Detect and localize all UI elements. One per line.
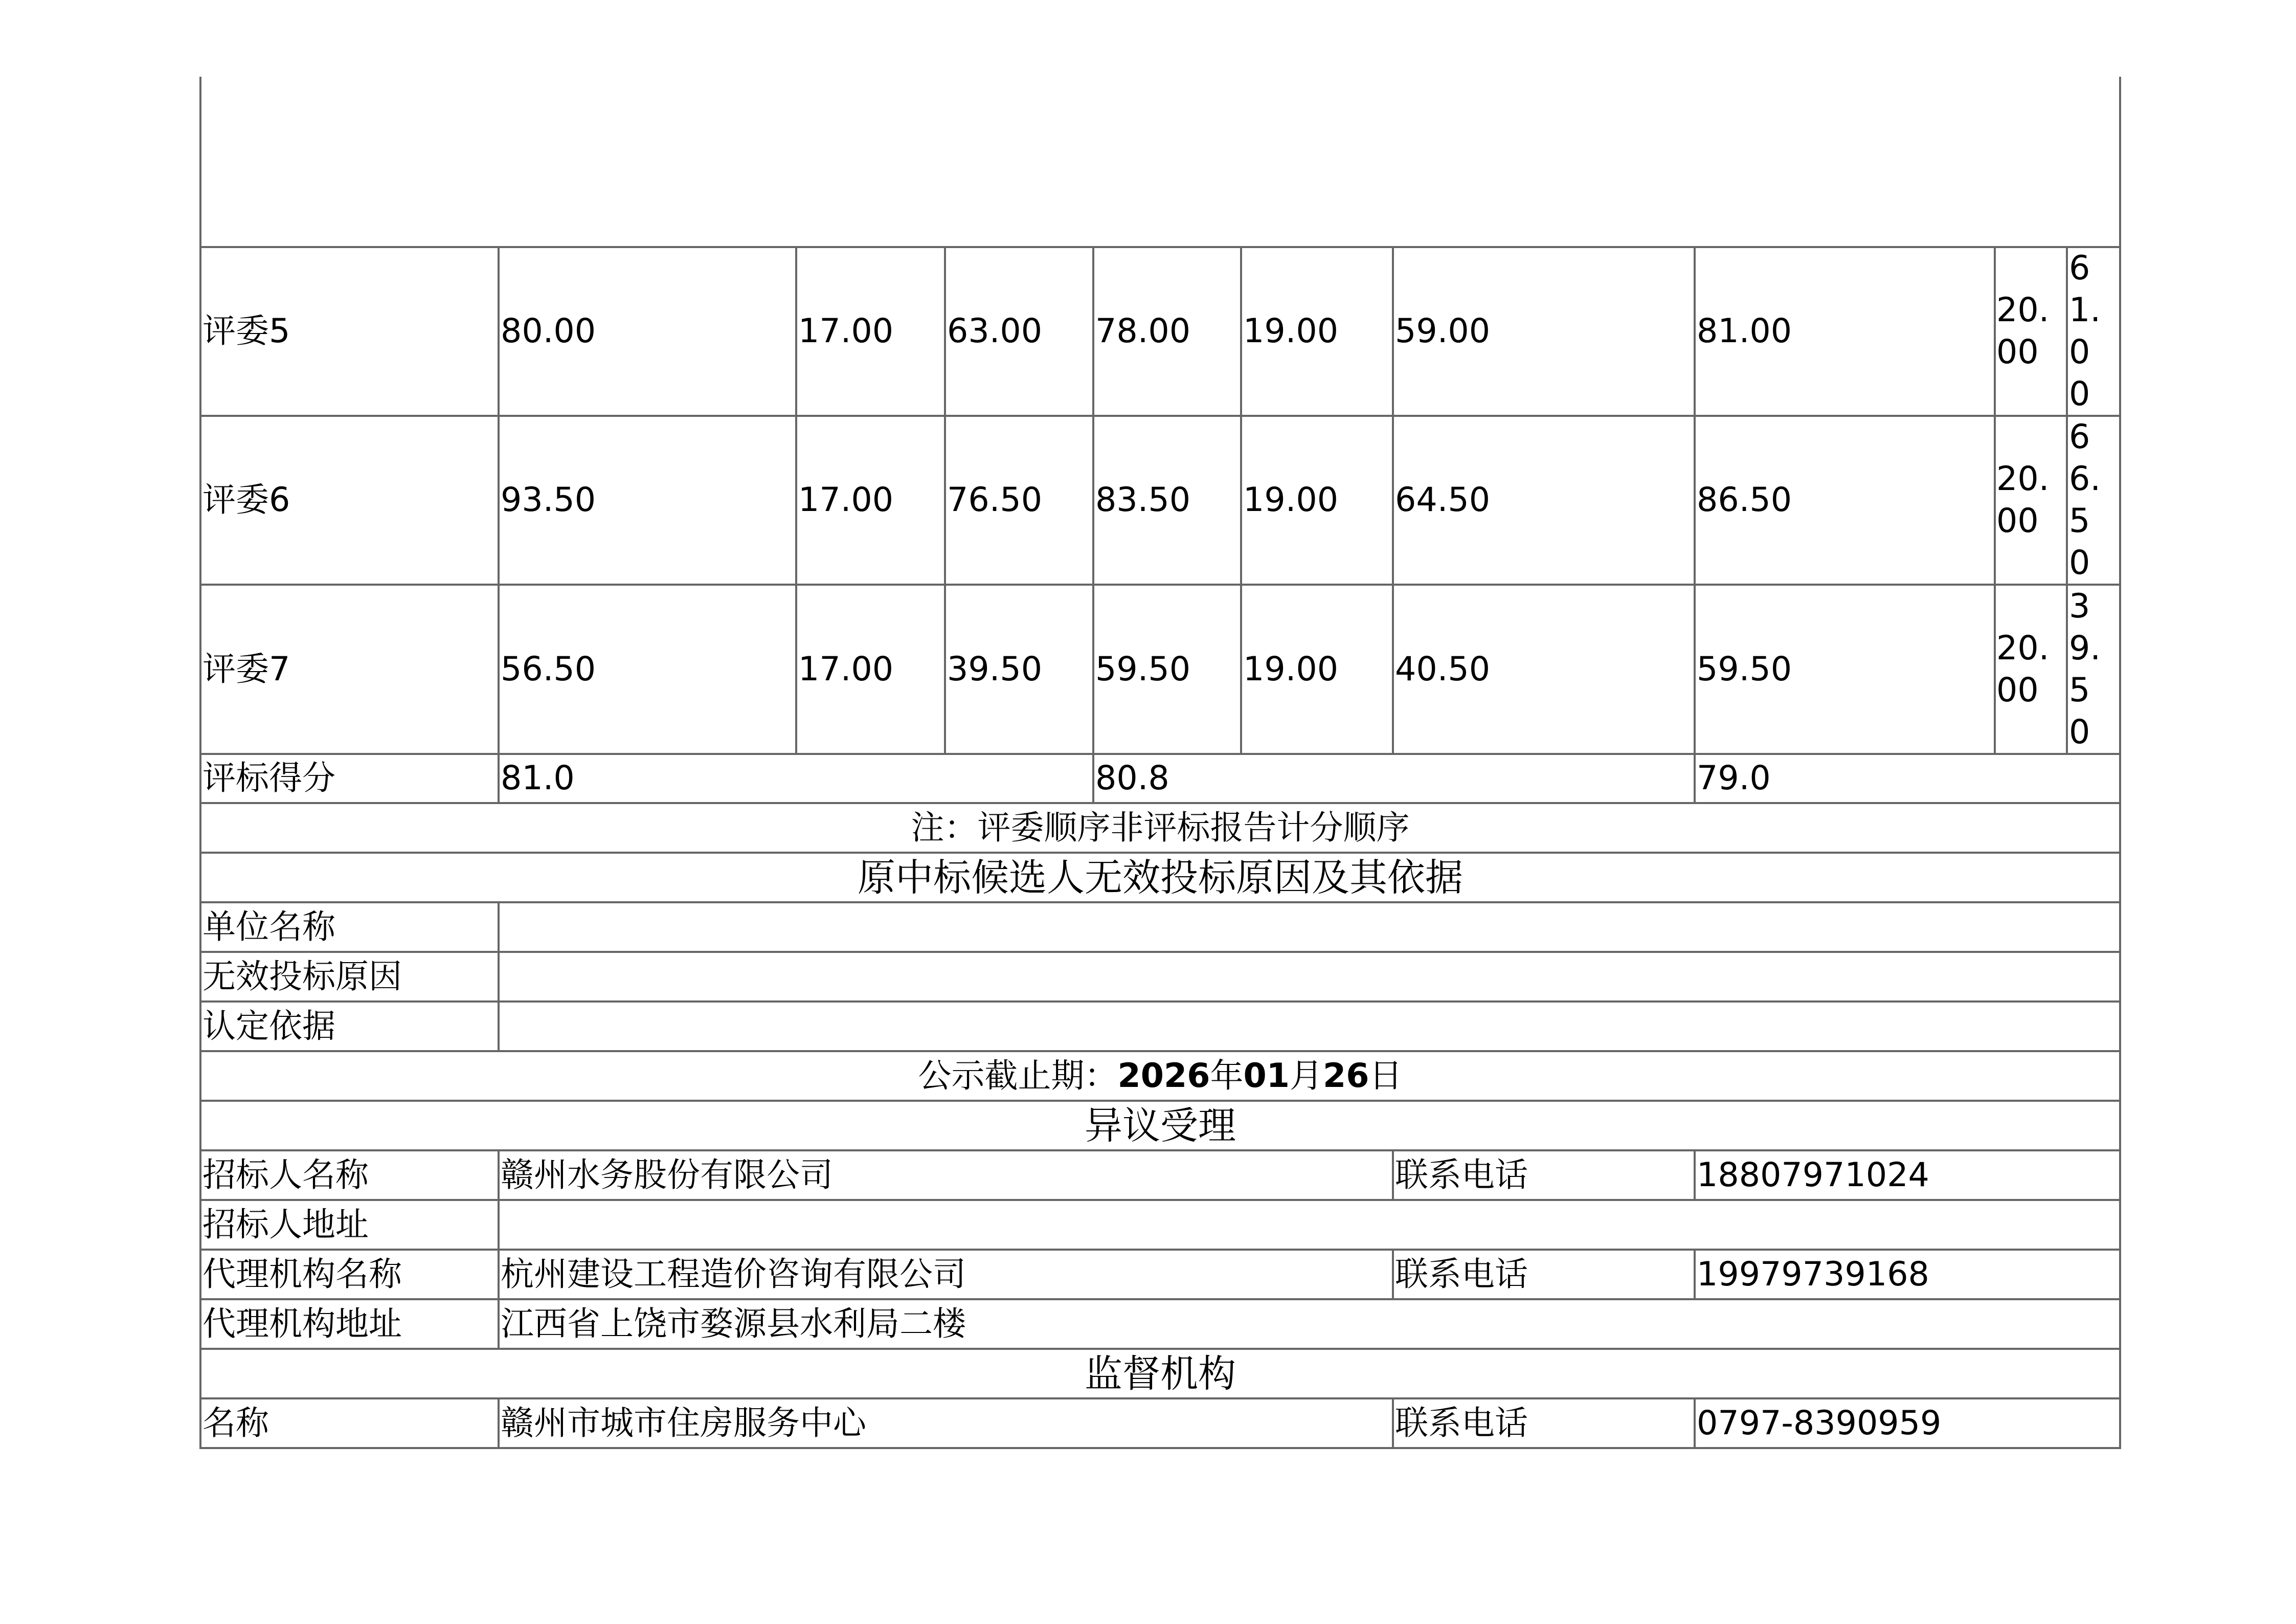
score-cell: 20.00 [1996,629,2050,709]
agency-name: 杭州建设工程造价咨询有限公司 [501,1255,966,1294]
col-line [2066,246,2068,753]
col-line [1240,246,1242,753]
agency-address: 江西省上饶市婺源县水利局二楼 [501,1304,966,1343]
score-cell: 86.50 [1697,481,1792,519]
score-cell: 59.00 [1395,312,1491,350]
col-line [1092,246,1094,753]
col-line [498,753,500,802]
agency-phone-label: 联系电话 [1395,1255,1528,1294]
deadline-month-char: 月 [1289,1056,1323,1095]
supervision-name-label: 名称 [202,1404,269,1442]
tenderer-name-label: 招标人名称 [202,1155,369,1194]
score-cell: 56.50 [501,650,596,688]
col-line [795,246,797,753]
col-line [1392,246,1394,753]
table-border-right [2119,77,2121,1449]
score-cell: 17.00 [798,312,894,350]
score-cell: 59.50 [1095,650,1191,688]
invalid-bid-row-label: 无效投标原因 [202,957,402,996]
supervision-phone: 0797-8390959 [1697,1404,1942,1442]
col-line [1694,246,1696,753]
score-cell: 20.00 [1996,291,2050,371]
row-line [199,901,2121,903]
score-cell: 19.00 [1243,312,1339,350]
table-border-left [199,77,201,1449]
score-cell: 61.00 [2069,249,2101,413]
total-score-value: 80.8 [1095,759,1169,797]
col-line [1694,1149,1696,1199]
publicity-deadline [201,1052,2119,1100]
reviewer-label: 评委6 [202,481,290,519]
col-line [1994,246,1996,753]
invalid-bid-title: 原中标候选人无效投标原因及其依据 [858,855,1463,900]
score-cell: 19.00 [1243,650,1339,688]
deadline-label: 公示截止期： [918,1056,1118,1095]
tenderer-phone: 18807971024 [1697,1155,1929,1194]
col-line [944,246,946,753]
score-cell: 80.00 [501,312,596,350]
total-score-value: 81.0 [501,759,575,797]
deadline-day: 26 [1322,1056,1369,1095]
row-line [199,1199,2121,1201]
tenderer-phone-label: 联系电话 [1395,1155,1528,1194]
score-cell: 17.00 [798,650,894,688]
total-score-label: 评标得分 [202,759,336,797]
deadline-year-char: 年 [1210,1056,1244,1095]
score-cell: 19.00 [1243,481,1339,519]
total-score-value: 79.0 [1697,759,1771,797]
row-line [199,1000,2121,1003]
tenderer-name: 赣州水务股份有限公司 [501,1155,834,1194]
agency-name-label: 代理机构名称 [202,1255,402,1294]
col-line [1392,1149,1394,1199]
score-cell: 40.50 [1395,650,1491,688]
score-cell: 76.50 [947,481,1043,519]
col-line [498,901,500,1050]
col-line [1694,753,1696,802]
reviewer-label: 评委5 [202,312,290,350]
row-line [199,1298,2121,1300]
supervision-name: 赣州市城市住房服务中心 [501,1404,867,1442]
deadline-month: 01 [1243,1056,1290,1095]
invalid-bid-row-label: 认定依据 [202,1007,336,1045]
objection-title: 异议受理 [1085,1103,1236,1148]
score-cell: 17.00 [798,481,894,519]
reviewer-label: 评委7 [202,650,290,688]
invalid-bid-row-label: 单位名称 [202,907,336,946]
col-line [1694,1397,1696,1449]
col-line [1092,753,1094,802]
col-line [1392,1249,1394,1298]
supervision-title: 监督机构 [1085,1351,1236,1396]
deadline-day-char: 日 [1369,1056,1403,1095]
reviewer-order-note: 注：评委顺序非评标报告计分顺序 [911,808,1410,847]
agency-phone: 19979739168 [1697,1255,1929,1294]
deadline-year: 2026 [1117,1056,1210,1095]
score-cell: 64.50 [1395,481,1491,519]
col-line [1694,1249,1696,1298]
score-cell: 83.50 [1095,481,1191,519]
col-line [498,1397,500,1449]
agency-address-label: 代理机构地址 [202,1304,402,1343]
score-cell: 78.00 [1095,312,1191,350]
score-cell: 20.00 [1996,460,2050,540]
score-cell: 81.00 [1697,312,1792,350]
score-cell: 39.50 [2069,587,2101,751]
col-line [498,246,500,753]
tenderer-address-label: 招标人地址 [202,1205,369,1244]
score-cell: 93.50 [501,481,596,519]
supervision-phone-label: 联系电话 [1395,1404,1528,1442]
col-line [498,1149,500,1348]
score-cell: 59.50 [1697,650,1792,688]
score-cell: 63.00 [947,312,1043,350]
table-border-bottom [199,1447,2121,1449]
score-cell: 39.50 [947,650,1043,688]
row-line [199,951,2121,953]
score-cell: 66.50 [2069,418,2101,582]
col-line [1392,1397,1394,1449]
